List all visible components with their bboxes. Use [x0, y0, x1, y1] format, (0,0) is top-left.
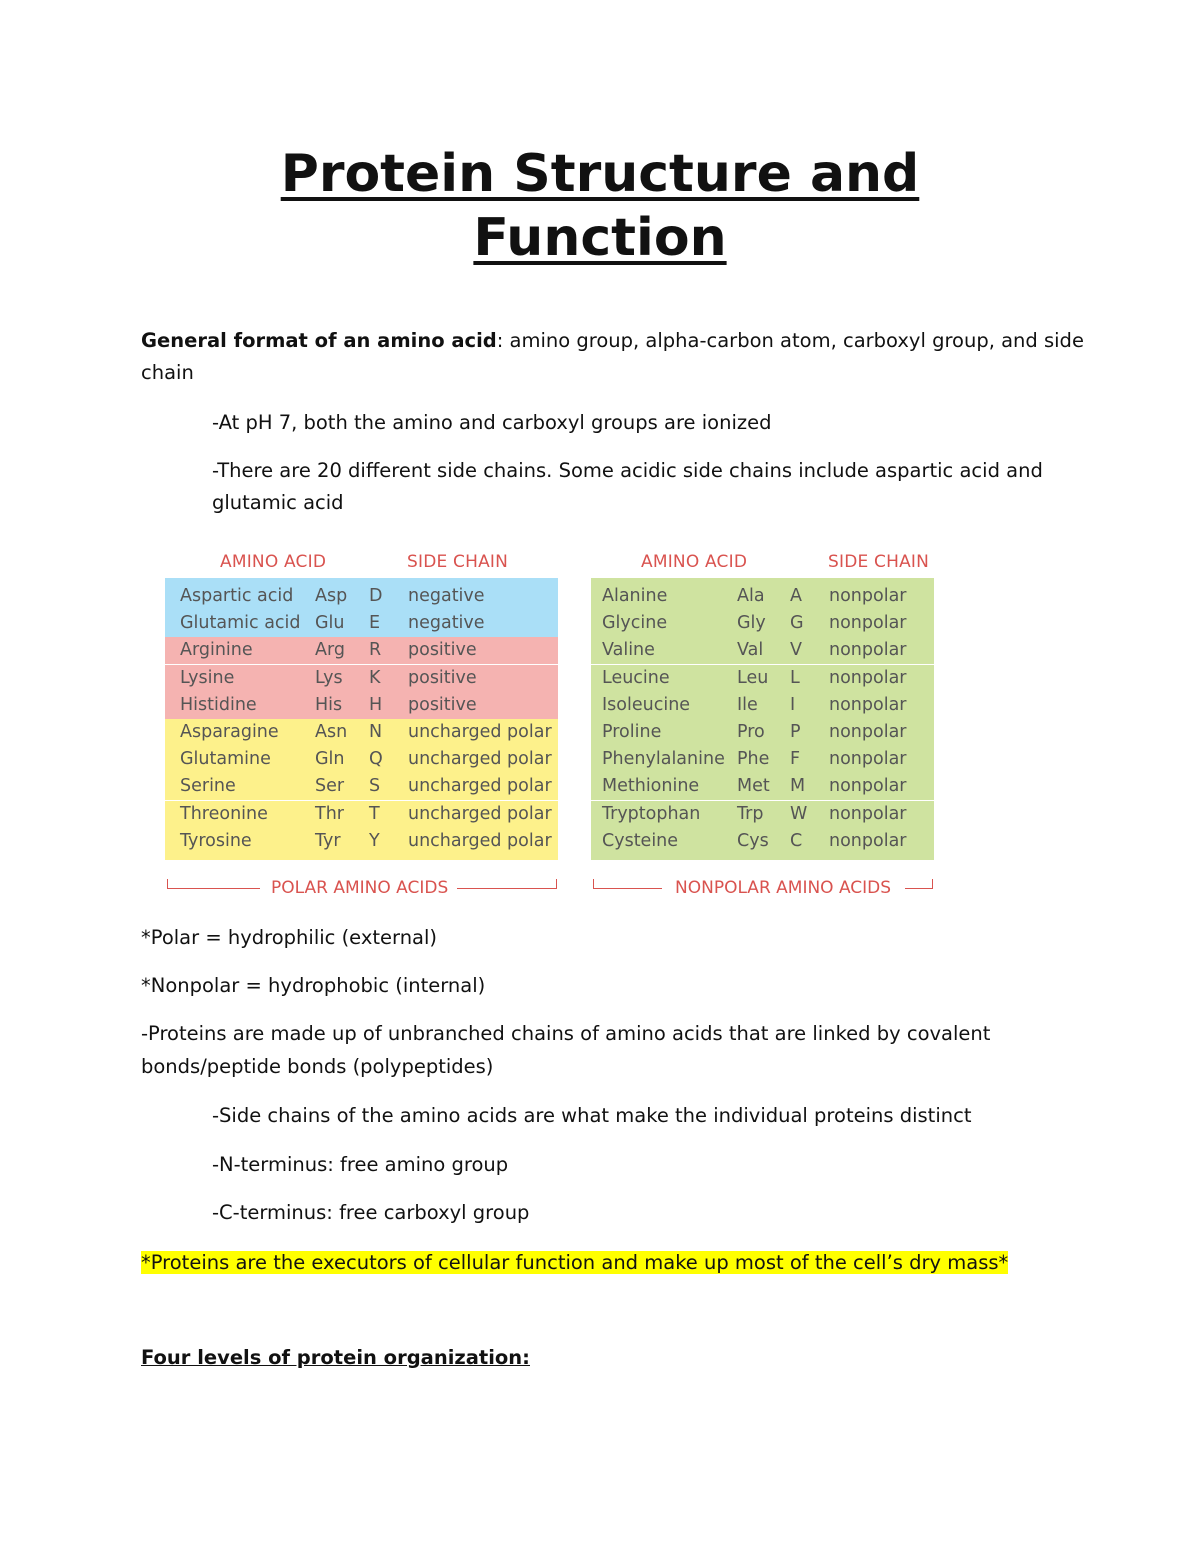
side-chains-distinct-note: -Side chains of the amino acids are what make the individual proteins distinct: [212, 1104, 972, 1127]
three-letter-code: Asp: [315, 586, 348, 606]
amino-name: Threonine: [180, 803, 268, 824]
nonpolar-amino-acid-row: [591, 583, 934, 610]
amino-name: Lysine: [180, 667, 235, 688]
proteins-note-line2: bonds/peptide bonds (polypeptides): [141, 1055, 494, 1078]
side-chain-type: uncharged polar: [408, 803, 552, 824]
proteins-note-line1: -Proteins are made up of unbranched chains of amino acids that are linked by covalent: [141, 1022, 991, 1045]
polar-amino-acid-list: [165, 578, 558, 860]
side-chain-type: uncharged polar: [408, 830, 552, 851]
amino-name: Cysteine: [602, 830, 679, 851]
one-letter-code: H: [369, 694, 383, 715]
one-letter-code: Y: [369, 830, 380, 851]
side-chain-type: nonpolar: [829, 667, 907, 688]
one-letter-code: P: [790, 722, 801, 742]
amino-name: Glutamic acid: [180, 613, 301, 634]
c-terminus-note: -C-terminus: free carboxyl group: [212, 1201, 530, 1224]
n-terminus-note: -N-terminus: free amino group: [212, 1153, 509, 1176]
one-letter-code: W: [790, 803, 808, 824]
nonpolar-amino-acid-row: [591, 746, 934, 773]
polar-amino-acid-row: [165, 719, 558, 746]
three-letter-code: Ser: [315, 776, 345, 797]
side-chain-type: positive: [408, 640, 477, 661]
four-levels-heading: Four levels of protein organization:: [141, 1346, 530, 1369]
amino-name: Leucine: [602, 667, 670, 688]
one-letter-code: S: [369, 776, 381, 797]
three-letter-code: Trp: [737, 803, 764, 824]
amino-name: Aspartic acid: [180, 586, 294, 606]
polar-amino-acid-row: [165, 801, 558, 828]
side-chain-type: negative: [408, 586, 485, 606]
polar-amino-acid-row: [165, 692, 558, 719]
three-letter-code: Gln: [315, 749, 345, 770]
general-format-text: : amino group, alpha-carbon atom, carboxyl group, and side: [496, 329, 1084, 352]
one-letter-code: E: [369, 613, 381, 634]
one-letter-code: N: [369, 722, 383, 742]
side-chain-type: nonpolar: [829, 830, 907, 851]
amino-name: Alanine: [602, 586, 668, 606]
polar-amino-acid-row: [165, 746, 558, 773]
amino-name: Glycine: [602, 613, 668, 634]
nonpolar-amino-acid-row: [591, 665, 934, 692]
polar-amino-acid-row: [165, 665, 558, 692]
polar-amino-acid-row: [165, 773, 558, 800]
amino-acid-table: [165, 545, 935, 905]
nonpolar-header-side: SIDE CHAIN: [828, 552, 930, 572]
three-letter-code: Tyr: [315, 830, 341, 851]
one-letter-code: T: [369, 803, 380, 824]
side-chain-type: nonpolar: [829, 803, 907, 824]
three-letter-code: Glu: [315, 613, 345, 634]
three-letter-code: Gly: [737, 613, 766, 634]
side-chain-type: nonpolar: [829, 722, 907, 742]
ph7-note: -At pH 7, both the amino and carboxyl groups are ionized: [212, 411, 772, 434]
nonpolar-amino-acid-row: [591, 801, 934, 828]
nonpolar-amino-acid-row: [591, 610, 934, 637]
polar-note: *Polar = hydrophilic (external): [141, 926, 438, 949]
nonpolar-amino-acid-row: [591, 692, 934, 719]
one-letter-code: A: [790, 586, 802, 606]
side-chain-type: uncharged polar: [408, 722, 552, 742]
one-letter-code: C: [790, 830, 803, 851]
amino-name: Arginine: [180, 640, 253, 661]
side-chain-type: nonpolar: [829, 749, 907, 770]
nonpolar-header-amino: AMINO ACID: [641, 552, 748, 572]
side-chain-type: positive: [408, 667, 477, 688]
general-format-line2: chain: [141, 361, 194, 384]
side-chain-type: nonpolar: [829, 613, 907, 634]
one-letter-code: I: [790, 694, 796, 715]
three-letter-code: Leu: [737, 667, 769, 688]
one-letter-code: L: [790, 667, 800, 688]
nonpolar-bracket-left: [593, 879, 662, 889]
amino-name: Tryptophan: [602, 803, 701, 824]
amino-name: Histidine: [180, 694, 257, 715]
three-letter-code: Ala: [737, 586, 765, 606]
polar-amino-acids-label: POLAR AMINO ACIDS: [271, 878, 449, 898]
nonpolar-amino-acid-row: [591, 773, 934, 800]
amino-name: Valine: [602, 640, 655, 661]
amino-name: Tyrosine: [180, 830, 252, 851]
amino-name: Proline: [602, 722, 662, 742]
one-letter-code: Q: [369, 749, 383, 770]
one-letter-code: M: [790, 776, 806, 797]
polar-amino-acid-row: [165, 583, 558, 610]
polar-header-side: SIDE CHAIN: [407, 552, 509, 572]
nonpolar-amino-acid-row: [591, 719, 934, 746]
page-title-line2: Function: [473, 208, 727, 268]
polar-bracket-left: [167, 879, 260, 889]
amino-name: Asparagine: [180, 722, 279, 742]
polar-bracket-right: [457, 879, 557, 889]
amino-name: Isoleucine: [602, 694, 691, 715]
polar-header-amino: AMINO ACID: [220, 552, 327, 572]
side-chain-type: nonpolar: [829, 586, 907, 606]
three-letter-code: Asn: [315, 722, 348, 742]
side-chain-type: positive: [408, 694, 477, 715]
page-title-line1: Protein Structure and: [280, 144, 920, 204]
polar-amino-acid-row: [165, 828, 558, 855]
side-chain-type: nonpolar: [829, 694, 907, 715]
amino-name: Phenylalanine: [602, 749, 725, 770]
side-chain-type: negative: [408, 613, 485, 634]
general-format-line1: [141, 325, 1084, 357]
side-chains-line2: glutamic acid: [212, 491, 344, 514]
three-letter-code: Lys: [315, 667, 343, 688]
nonpolar-amino-acids-label: NONPOLAR AMINO ACIDS: [675, 878, 892, 898]
amino-name: Serine: [180, 776, 236, 797]
one-letter-code: V: [790, 640, 802, 661]
three-letter-code: Thr: [315, 803, 344, 824]
one-letter-code: R: [369, 640, 382, 661]
side-chain-type: nonpolar: [829, 776, 907, 797]
nonpolar-amino-acid-row: [591, 637, 934, 664]
amino-name: Glutamine: [180, 749, 271, 770]
three-letter-code: Ile: [737, 694, 758, 715]
side-chain-type: nonpolar: [829, 640, 907, 661]
amino-name: Methionine: [602, 776, 700, 797]
nonpolar-amino-acid-list: [591, 578, 934, 860]
three-letter-code: Phe: [737, 749, 770, 770]
three-letter-code: His: [315, 694, 343, 715]
three-letter-code: Met: [737, 776, 770, 797]
highlighted-note-line: [141, 1247, 1008, 1279]
side-chain-type: uncharged polar: [408, 749, 552, 770]
general-format-label: General format of an amino acid: [141, 329, 497, 352]
three-letter-code: Val: [737, 640, 764, 661]
three-letter-code: Pro: [737, 722, 765, 742]
highlighted-note: *Proteins are the executors of cellular function and make up most of the cell’s dry mass*: [141, 1251, 1009, 1274]
three-letter-code: Arg: [315, 640, 345, 661]
three-letter-code: Cys: [737, 830, 769, 851]
polar-amino-acid-row: [165, 637, 558, 664]
side-chain-type: uncharged polar: [408, 776, 552, 797]
nonpolar-amino-acid-row: [591, 828, 934, 855]
side-chains-line1: -There are 20 different side chains. Some acidic side chains include aspartic acid and: [212, 459, 1043, 482]
one-letter-code: F: [790, 749, 801, 770]
nonpolar-bracket-right: [905, 879, 933, 889]
polar-amino-acid-row: [165, 610, 558, 637]
one-letter-code: D: [369, 586, 383, 606]
one-letter-code: K: [369, 667, 381, 688]
one-letter-code: G: [790, 613, 804, 634]
nonpolar-note: *Nonpolar = hydrophobic (internal): [141, 974, 486, 997]
